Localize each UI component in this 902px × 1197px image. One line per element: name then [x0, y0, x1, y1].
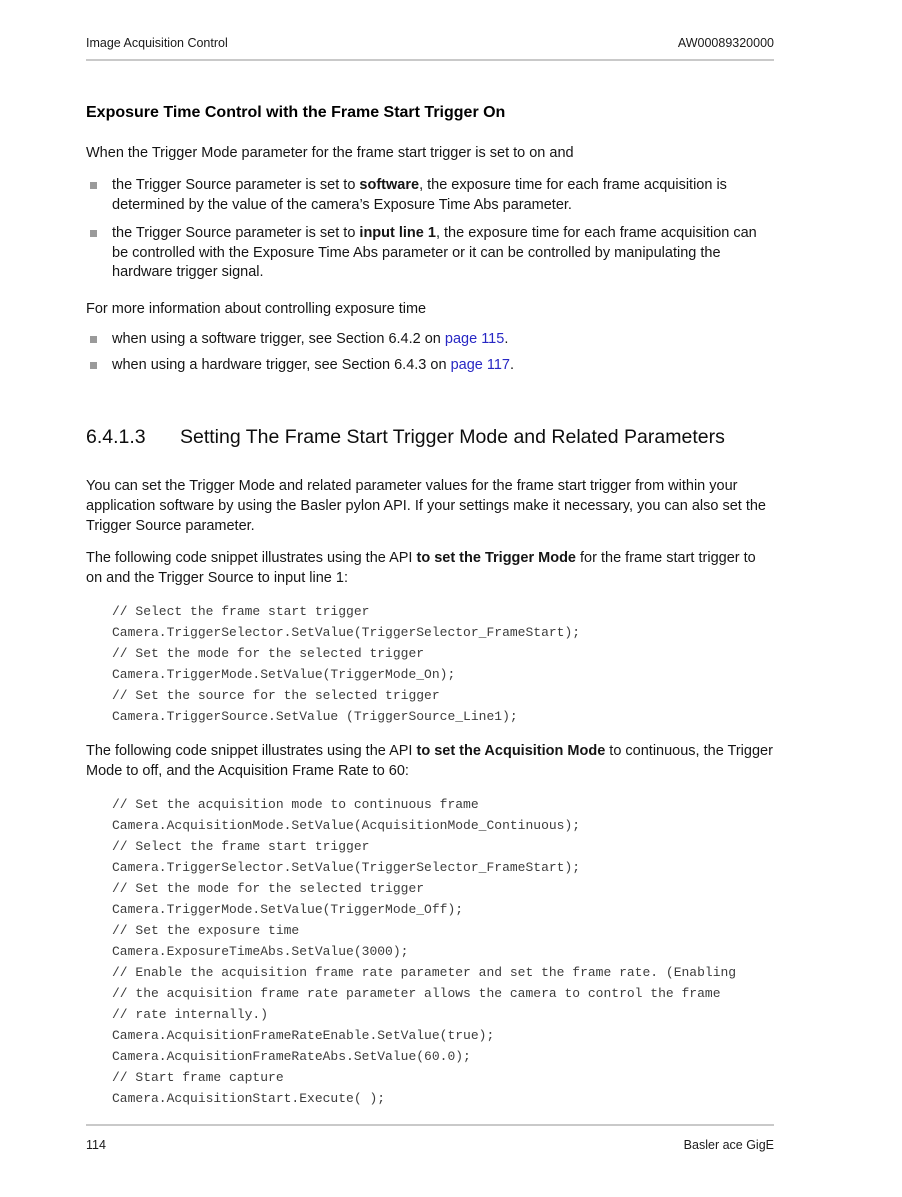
page-header: [86, 36, 774, 61]
bullet-text: [112, 356, 514, 376]
code-line: // Set the exposure time: [112, 922, 300, 938]
code-line: Camera.TriggerMode.SetValue(TriggerMode_Off);: [112, 901, 464, 917]
section-heading: [86, 426, 774, 449]
code-line: Camera.AcquisitionFrameRateAbs.SetValue(60.0);: [112, 1048, 471, 1064]
bullet-text-post: .: [504, 330, 509, 347]
paragraph-intro: When the Trigger Mode parameter for the frame start trigger is set to on and: [86, 145, 574, 161]
paragraph-code2-intro: [86, 741, 774, 781]
bullet-list-references: [86, 330, 774, 376]
square-bullet-icon: [90, 336, 97, 343]
header-document-number: AW00089320000: [677, 36, 774, 50]
code-line: // Set the mode for the selected trigger: [112, 880, 425, 896]
paragraph-post: for the frame start trigger to on and the Trigger Source to input line 1:: [86, 549, 756, 586]
code-line: // Enable the acquisition frame rate parameter and set the frame rate. (Enabling: [112, 964, 737, 980]
code-line: // Start frame capture: [112, 1069, 284, 1085]
paragraph-bold: to set the Trigger Mode: [416, 549, 576, 566]
bullet-text-post: , the exposure time for each frame acquisition is determined by the value of the camera’s Exposure Time Abs parameter.: [112, 177, 727, 213]
code-block-trigger-mode: [112, 601, 774, 727]
code-line: Camera.AcquisitionFrameRateEnable.SetValue(true);: [112, 1027, 495, 1043]
bullet-text: [112, 330, 508, 350]
code-line: Camera.TriggerSource.SetValue (TriggerSource_Line1);: [112, 708, 518, 724]
code-block-acquisition-mode: [112, 794, 774, 1109]
page-content: [86, 62, 774, 1109]
footer-page-number: 114: [86, 1138, 106, 1152]
header-section-title: Image Acquisition Control: [86, 36, 228, 50]
paragraph-more-info: For more information about controlling exposure time: [86, 300, 427, 317]
code-line: // Select the frame start trigger: [112, 838, 370, 854]
bullet-text-pre: when using a hardware trigger, see Section 6.4.3 on: [112, 357, 451, 373]
bullet-text-pre: the Trigger Source parameter is set to: [112, 225, 360, 241]
code-line: // Set the acquisition mode to continuous frame: [112, 796, 479, 812]
bullet-text-pre: the Trigger Source parameter is set to: [112, 177, 360, 193]
section-title: Setting The Frame Start Trigger Mode and Related Parameters: [180, 425, 725, 448]
list-item: [86, 330, 774, 350]
paragraph-post: to continuous, the Trigger Mode to off, and the Acquisition Frame Rate to 60:: [86, 742, 773, 779]
code-line: // Set the source for the selected trigger: [112, 687, 440, 703]
subsection-heading: Exposure Time Control with the Frame Start Trigger On: [86, 104, 506, 121]
bullet-text: [112, 224, 774, 283]
bullet-text-post: , the exposure time for each frame acquisition can be controlled with the Exposure Time Abs parameter or it can be controlled by manipulating the hardware trigger signal.: [112, 225, 757, 280]
code-line: Camera.AcquisitionMode.SetValue(AcquisitionMode_Continuous);: [112, 817, 581, 833]
code-line: // rate internally.): [112, 1006, 269, 1022]
list-item: [86, 356, 774, 376]
page-117-link[interactable]: page 117: [450, 357, 510, 373]
code-line: // Set the mode for the selected trigger: [112, 645, 425, 661]
bullet-text: [112, 176, 774, 215]
bullet-text-pre: when using a software trigger, see Section 6.4.2 on: [112, 330, 445, 347]
paragraph-code1-intro: [86, 548, 774, 588]
paragraph-api-intro: You can set the Trigger Mode and related parameter values for the frame start trigger from within your application software by using the Basler pylon API. If your settings make it necessary, you can also set the Trigger Source parameter.: [86, 477, 766, 534]
code-line: Camera.ExposureTimeAbs.SetValue(3000);: [112, 943, 409, 959]
code-line: // the acquisition frame rate parameter allows the camera to control the frame: [112, 985, 721, 1001]
paragraph-pre: The following code snippet illustrates using the API: [86, 549, 417, 566]
code-line: Camera.TriggerSelector.SetValue(TriggerSelector_FrameStart);: [112, 624, 581, 640]
square-bullet-icon: [90, 182, 97, 189]
square-bullet-icon: [90, 230, 97, 237]
footer-product-name: Basler ace GigE: [683, 1138, 774, 1152]
code-line: Camera.TriggerSelector.SetValue(TriggerSelector_FrameStart);: [112, 859, 581, 875]
paragraph-pre: The following code snippet illustrates using the API: [86, 742, 417, 759]
square-bullet-icon: [90, 362, 97, 369]
bullet-text-bold: input line 1: [359, 225, 436, 241]
page-footer: [86, 1124, 774, 1152]
bullet-text-bold: software: [359, 177, 420, 193]
list-item: [86, 224, 774, 283]
code-line: Camera.AcquisitionStart.Execute( );: [112, 1090, 386, 1106]
code-line: // Select the frame start trigger: [112, 603, 370, 619]
bullet-text-post: .: [509, 357, 514, 373]
paragraph-bold: to set the Acquisition Mode: [416, 742, 606, 759]
page-115-link[interactable]: page 115: [444, 330, 505, 347]
section-number: 6.4.1.3: [86, 425, 146, 448]
list-item: [86, 176, 774, 215]
code-line: Camera.TriggerMode.SetValue(TriggerMode_On);: [112, 666, 456, 682]
bullet-list-trigger-source: [86, 176, 774, 283]
